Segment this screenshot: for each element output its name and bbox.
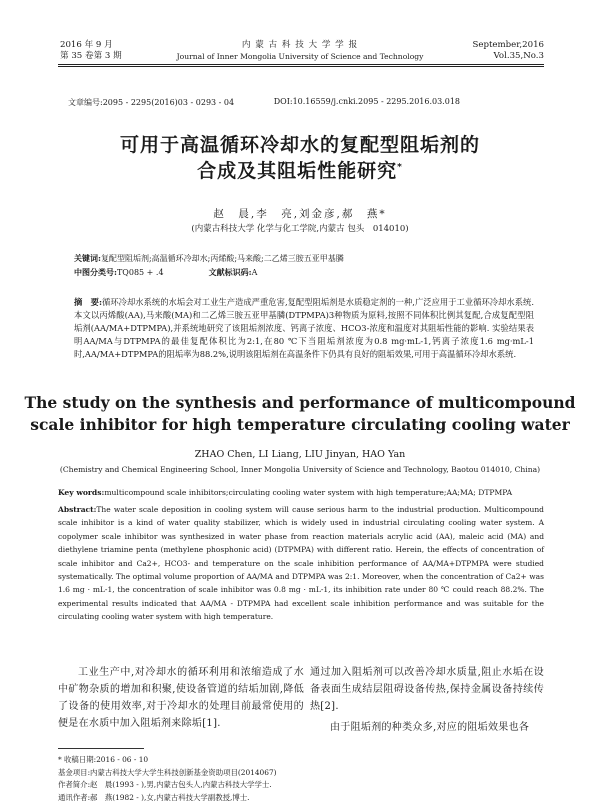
- keywords-zh-text: 复配型阻垢剂;高温循环冷却水;丙烯酸;马来酸;二乙烯三胺五亚甲基膦: [100, 254, 344, 263]
- footnote-fund: 基金项目:内蒙古科技大学大学生科技创新基金资助项目(2014067): [58, 767, 277, 777]
- doc-code-label: 文献标识码:: [208, 267, 252, 277]
- keywords-en: [58, 488, 544, 497]
- clc-label: 中图分类号:: [74, 267, 117, 277]
- title-en-line2: scale inhibitor for high temperature circulating cooling water: [30, 415, 570, 434]
- affiliation-zh: (内蒙古科技大学 化学与化工学院,内蒙古 包头 014010): [191, 224, 409, 234]
- abstract-en: [58, 503, 544, 624]
- keywords-zh: [74, 252, 534, 265]
- volume-issue-en: Vol.35,No.3: [493, 51, 544, 61]
- classification-zh: [74, 266, 534, 279]
- body-column-left: 工业生产中,对冷却水的循环利用和浓缩造成了水中矿物杂质的增加和积聚,使设备管道的结垢加剧,降低了设备的使用效率,对于冷却水的处理目前最常使用的便是在水质中加入阻垢剂来除垢[1].: [58, 667, 304, 729]
- article-meta: [68, 97, 544, 108]
- footnote-corresponding: 通讯作者:郝 燕(1982 - ),女,内蒙古科技大学副教授,博士.: [58, 792, 250, 802]
- footnote-rule: [58, 748, 144, 749]
- affiliation-en: (Chemistry and Chemical Engineering School, Inner Mongolia University of Science and Technology, Baotou 014010, China): [59, 465, 541, 474]
- article-number: 文章编号:2095 - 2295(2016)03 - 0293 - 04: [68, 98, 235, 107]
- footnotes: [58, 754, 544, 804]
- footnote-author: 作者简介:赵 晨(1993 - ),男,内蒙古包头人,内蒙古科技大学学士.: [58, 780, 272, 789]
- journal-name-zh: 内 蒙 古 科 技 大 学 学 报: [241, 40, 359, 50]
- body-right-paragraph-1: 通过加入阻垢剂可以改善冷却水质量,阻止水垢在设备表面生成结层阻碍设备传热,保持金属设备持续传热[2].: [310, 667, 544, 712]
- keywords-en-text: multicompound scale inhibitors;circulating cooling water system with high temperature;AA;MA; DTPMPA: [104, 488, 513, 497]
- title-zh-line2: [0, 156, 600, 183]
- title-footnote-mark: *: [397, 162, 403, 173]
- running-header-left: [60, 40, 122, 62]
- authors-zh: 赵 晨,李 亮,刘金彦,郝 燕*: [213, 208, 387, 220]
- keywords-en-label: Key words:: [58, 488, 105, 497]
- doc-code-value: A: [251, 268, 258, 277]
- title-zh-line1: 可用于高温循环冷却水的复配型阻垢剂的: [119, 134, 480, 156]
- abstract-en-label: Abstract:: [58, 505, 97, 514]
- header-rule: [58, 64, 544, 65]
- clc-value: TQ085 + .4: [116, 268, 164, 277]
- title-en-line1: The study on the synthesis and performance of multicompound: [24, 393, 576, 412]
- abstract-zh-label: 摘 要:: [74, 297, 103, 307]
- header-rule-thin: [58, 66, 544, 67]
- running-header-right: [472, 40, 544, 62]
- issue-date: 2016 年 9 月: [60, 40, 113, 50]
- body-column-right: [310, 664, 544, 736]
- issue-date-en: September,2016: [472, 40, 544, 50]
- volume-issue-zh: 第 35 卷第 3 期: [60, 51, 122, 61]
- abstract-zh-text: 循环冷却水系统的水垢会对工业生产造成严重危害,复配型阻垢剂是水质稳定剂的一种,广泛应用于工业循环冷却水系统. 本文以丙烯酸(AA),马来酸(MA)和二乙烯三胺五亚甲基膦(DTPMPA)3种物质为原料,按照不同体积比例其复配,合成复配型阻垢剂(AA/MA+DTPMPA),并系统地研究了该阻垢剂浓度、钙离子浓度、HCO3-浓度和温度对其阻垢性能的影响. 实验结果表明AA/MA与DTPMPA的最佳复配体积比为2:1,在80 ℃下当阻垢剂浓度为0.8 mg·mL-1,钙离子浓度1.6 mg·mL-1时,AA/MA+DTPMPA的阻垢率为88.2%,说明该阻垢剂在高温条件下仍具有良好的阻垢效果,可用于高温循环冷却水系统.: [74, 297, 534, 359]
- body-right-paragraph-2: 由于阻垢剂的种类众多,对应的阻垢效果也各: [330, 722, 530, 733]
- authors-en: ZHAO Chen, LI Liang, LIU Jinyan, HAO Yan: [194, 449, 406, 460]
- doi: DOI:10.16559/j.cnki.2095 - 2295.2016.03.018: [273, 97, 460, 106]
- title-zh-line2-text: 合成及其阻垢性能研究: [197, 160, 398, 182]
- abstract-en-text: The water scale deposition in cooling system will cause serious harm to the industrial production. Multicompound scale inhibitor is a kind of water quality stabilizer, which is widely used in industrial circulating cooling water system. A copolymer scale inhibitor was synthesized in water phase from reaction materials acrylic acid (AA), maleic acid (MA) and diethylene triamine penta (methylene phosphonic acid) (DTPMPA) with different ratio. Herein, the effects of concentration of scale inhibitor and Ca2+, HCO3- and temperature on the scale inhibition performance of AA/MA+DTPMPA were studied systematically. The optimal volume proportion of AA/MA and DTPMPA was 2:1. Moreover, when the concentration of Ca2+ was 1.6 mg · mL-1, the concentration of scale inhibitor was 0.8 mg · mL-1, its inhibition rate under 80 ℃ could reach 88.2%. The experimental results indicated that AA/MA - DTPMPA had excellent scale inhibition performance and was suitable for the circulating cooling water system with high temperature.: [58, 505, 544, 622]
- journal-name-en: Journal of Inner Mongolia University of Science and Technology: [176, 52, 424, 61]
- footnote-received: * 收稿日期:2016 - 06 - 10: [58, 755, 149, 764]
- abstract-zh: [74, 296, 534, 361]
- running-header-center: [150, 40, 450, 62]
- keywords-zh-label: 关键词:: [74, 253, 101, 263]
